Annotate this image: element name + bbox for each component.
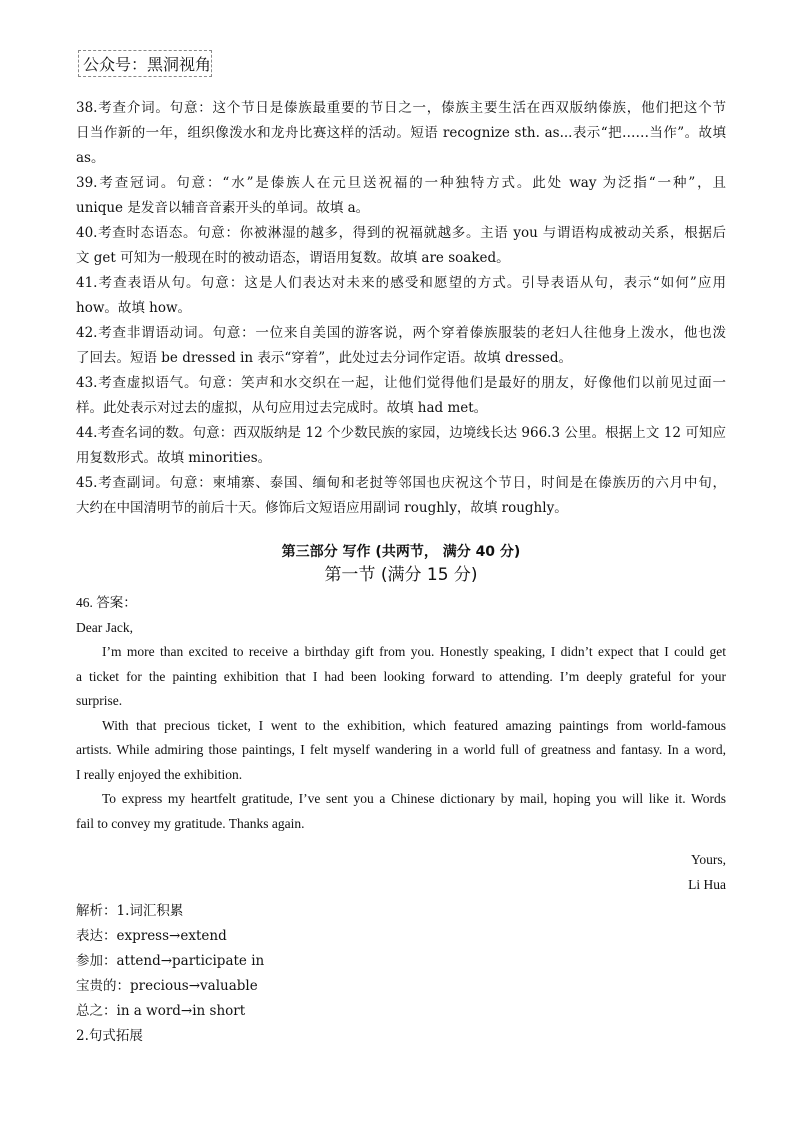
document-page <box>76 96 726 1049</box>
signature: Li Hua <box>688 876 726 892</box>
sign-off <box>76 848 726 897</box>
analysis: 解析：1.词汇积累 表达：express→extend 参加：attend→participate in 宝贵的：precious→valuable 总之：in a word→in short 2.句式拓展 <box>76 903 265 1044</box>
explanation-41: 41.考查表语从句。句意：这是人们表达对未来的感受和愿望的方式。引导表语从句，表示“如何”应用 how。故填 how。 <box>76 275 726 316</box>
explanation-42: 42.考查非谓语动词。句意：一位来自美国的游客说，两个穿着傣族服装的老妇人往他身上泼水，他也泼 了回去。短语 be dressed in 表示“穿着”，此处过去分词作定语。故填 dressed。 <box>76 325 726 366</box>
essay <box>76 591 726 897</box>
watermark: 公众号：黑洞视角 <box>78 50 212 77</box>
answer-label: 46. 答案： <box>76 595 137 610</box>
explanation-44: 44.考查名词的数。句意：西双版纳是 12 个少数民族的家园，边境线长达 966.3 公里。根据上文 12 可知应 用复数形式。故填 minorities。 <box>76 425 726 466</box>
essay-paragraph-3: To express my heartfelt gratitude, I’ve sent you a Chinese dictionary by mail, hoping you will like it. Words fail to convey my gratitude. Thanks again. <box>76 791 726 831</box>
essay-paragraph-1: I’m more than excited to receive a birthday gift from you. Honestly speaking, I didn’t expect that I could get a ticket for the painting exhibition that I had been looking forward to attending. I’m deeply grateful for your surprise. <box>76 644 726 708</box>
answer-explanations <box>76 96 726 521</box>
section-heading: 第三部分 写作 (共两节， 满分 40 分) <box>281 544 521 560</box>
explanation-43: 43.考查虚拟语气。句意：笑声和水交织在一起，让他们觉得他们是最好的朋友，好像他们以前见过面一 样。此处表示对过去的虚拟，从句应用过去完成时。故填 had met。 <box>76 375 726 416</box>
explanation-39: 39.考查冠词。句意：“水”是傣族人在元旦送祝福的一种独特方式。此处 way 为泛指“一种”，且 unique 是发音以辅音音素开头的单词。故填 a。 <box>76 175 726 216</box>
explanation-40: 40.考查时态语态。句意：你被淋湿的越多，得到的祝福就越多。主语 you 与谓语构成被动关系，根据后 文 get 可知为一般现在时的被动语态，谓语用复数。故填 are soaked。 <box>76 225 726 266</box>
section-subheading: 第一节 (满分 15 分) <box>324 565 478 585</box>
explanation-38: 38.考查介词。句意：这个节日是傣族最重要的节日之一，傣族主要生活在西双版纳傣族，他们把这个节 日当作新的一年，组织像泼水和龙舟比赛这样的活动。短语 recognize sth. as...表示“把……当作”。故填 as。 <box>76 100 726 166</box>
greeting: Dear Jack, <box>76 619 133 635</box>
explanation-45: 45.考查副词。句意：柬埔寨、泰国、缅甸和老挝等邻国也庆祝这个节日，时间是在傣族历的六月中旬， 大约在中国清明节的前后十天。修饰后文短语应用副词 roughly，故填 roughly。 <box>76 475 726 516</box>
closing: Yours, <box>690 852 726 867</box>
essay-paragraph-2: With that precious ticket, I went to the exhibition, which featured amazing paintings from world-famous artists. While admiring those paintings, I felt myself wandering in a world full of greatness and fantasy. In a word, I really enjoyed the exhibition. <box>76 717 726 782</box>
